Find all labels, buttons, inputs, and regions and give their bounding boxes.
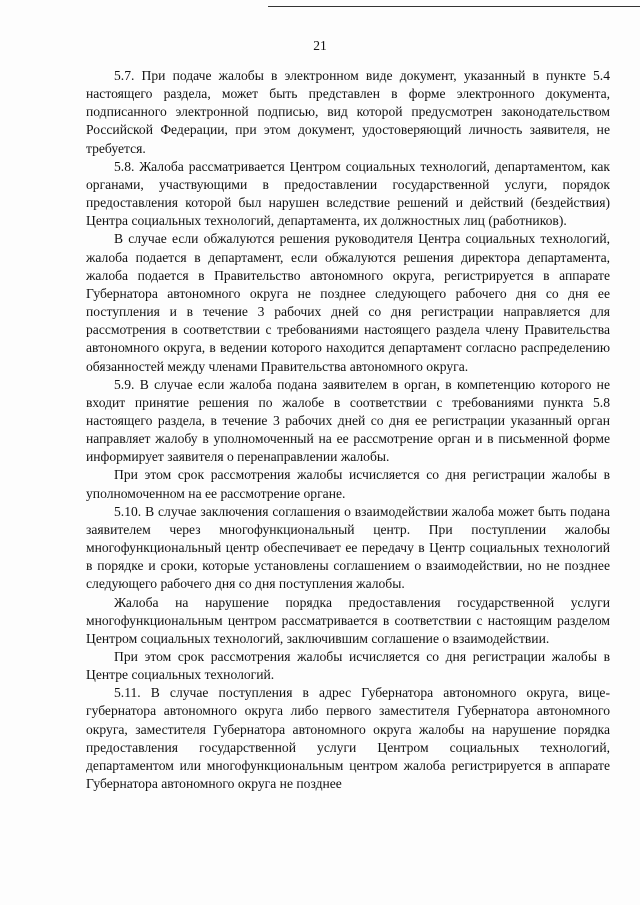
paragraph-5-10: 5.10. В случае заключения соглашения о взаимодействии жалоба может быть подана заявителем через многофункциональный центр. При поступлении жалобы многофункциональный центр обеспечивает ее передачу в Центр социальных технологий в порядке и сроки, которые установлены соглашением о взаимодействии, но не позднее следующего рабочего дня со дня поступления жалобы. [86,503,610,592]
paragraph-5-9-term: При этом срок рассмотрения жалобы исчисляется со дня регистрации жалобы в уполномоченном на ее рассмотрение органе. [86,467,610,501]
paragraph-5-7: 5.7. При подаче жалобы в электронном виде документ, указанный в пункте 5.4 настоящего раздела, может быть представлен в форме электронного документа, подписанного электронной подписью, вид которой предусмотрен законодательством Российской Федерации, при этом документ, удостоверяющий личность заявителя, не требуется. [86,68,610,156]
paragraph-5-8: 5.8. Жалоба рассматривается Центром социальных технологий, департаментом, как органами, участвующими в предоставлении государственной услуги, порядок предоставления которой был нарушен вследствие решений и действий (бездействия) Центра социальных технологий, департамента, их должностных лиц (работников). [86,158,610,229]
page-number: 21 [313,38,327,53]
paragraph-5-9: 5.9. В случае если жалоба подана заявителем в орган, в компетенцию которого не входит принятие решения по жалобе в соответствии с требованиями пункта 5.8 настоящего раздела, в течение 3 рабочих дней со дня ее регистрации указанный орган направляет жалобу в уполномоченный на ее рассмотрение орган и в письменной форме информирует заявителя о перенаправлении жалобы. [86,376,610,465]
document-body [86,67,610,793]
paragraph-5-11: 5.11. В случае поступления в адрес Губернатора автономного округа, вице-губернатора автономного округа либо первого заместителя Губернатора автономного округа, заместителя Губернатора автономного округа жалобы на нарушение порядка предоставления государственной услуги Центром социальных технологий, департаментом или многофункциональным центром жалоба регистрируется в аппарате Губернатора автономного округа не позднее [86,685,610,792]
paragraph-appeal-routing: В случае если обжалуются решения руководителя Центра социальных технологий, жалоба подается в департамент, если обжалуются решения директора департамента, жалоба подается в Правительство автономного округа, регистрируется в аппарате Губернатора автономного округа не позднее следующего рабочего дня со дня ее поступления и в течение 3 рабочих дней со дня регистрации направляется для рассмотрения в соответствии с требованиями настоящего раздела члену Правительства автономного округа, в ведении которого находится департамент согласно распределению обязанностей между членами Правительства автономного округа. [86,231,610,374]
scan-edge-line [268,6,640,7]
paragraph-5-10-term: При этом срок рассмотрения жалобы исчисляется со дня регистрации жалобы в Центре социальных технологий. [86,649,610,683]
paragraph-mfc-complaint: Жалоба на нарушение порядка предоставления государственной услуги многофункциональным центром рассматривается в соответствии с настоящим разделом Центром социальных технологий, заключившим соглашение о взаимодействии. [86,594,610,646]
